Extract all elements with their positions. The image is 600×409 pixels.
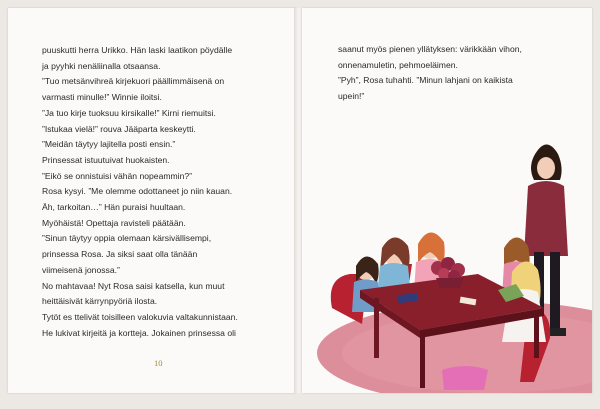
text-line: onnenamuletin, pehmoeläimen. (338, 59, 458, 70)
right-page-text (338, 42, 522, 105)
text-line: viimeisenä jonossa.” (42, 264, 120, 275)
text-line: saanut myös pienen yllätyksen: värikkään vihon, (338, 44, 522, 54)
text-line: upein!” (338, 91, 365, 102)
text-line: ja pyyhki nenäliinalla otsaansa. (42, 60, 161, 71)
text-line: Äh, tarkoitan…” Hän puraisi huultaan. (42, 202, 186, 213)
text-line: He lukivat kirjeitä ja kortteja. Jokainen prinsessa oli (42, 327, 236, 338)
text-line: ”Eikö se onnistuisi vähän nopeammin?” (42, 170, 192, 181)
text-line: ”Meidän täytyy lajitella posti ensin.” (42, 139, 176, 150)
right-page (302, 8, 592, 393)
text-line: prinsessa Rosa. Ja siksi saat olla tänään (42, 249, 198, 260)
text-line: varmasti minulle!” Winnie iloitsi. (42, 92, 162, 103)
text-line: Tytöt es ttelivät toisilleen valokuvia valtakunnistaan. (42, 311, 238, 322)
text-line: Rosa kysyi. ”Me olemme odottaneet jo niin kauan. (42, 186, 233, 197)
text-line: ”Ja tuo kirje tuoksuu kirsikalle!” Kirni riemuitsi. (42, 107, 216, 118)
text-line: heittäisivät kärrynpyöriä ilosta. (42, 296, 158, 307)
left-page-text (42, 43, 238, 341)
text-line: Myöhäistä! Opettaja ravisteli päätään. (42, 217, 186, 228)
text-line: ”Istukaa vielä!” rouva Jääparta keskeytti. (42, 123, 196, 134)
text-line: puuskutti herra Urikko. Hän laski laatikon pöydälle (42, 45, 233, 55)
page-number: 10 (154, 358, 163, 368)
text-line: No mahtavaa! Nyt Rosa saisi katsella, kun muut (42, 280, 225, 291)
text-line: ”Sinun täytyy oppia olemaan kärsivällisempi, (42, 233, 212, 244)
left-page (8, 8, 296, 393)
text-line: Prinsessat istuutuivat huokaisten. (42, 154, 170, 165)
handbag (442, 366, 488, 390)
text-line: ”Pyh”, Rosa tuhahti. ”Minun lahjani on kaikista (338, 75, 513, 86)
text-line: ”Tuo metsänvihreä kirjekuori päällimmäisenä on (42, 76, 225, 87)
